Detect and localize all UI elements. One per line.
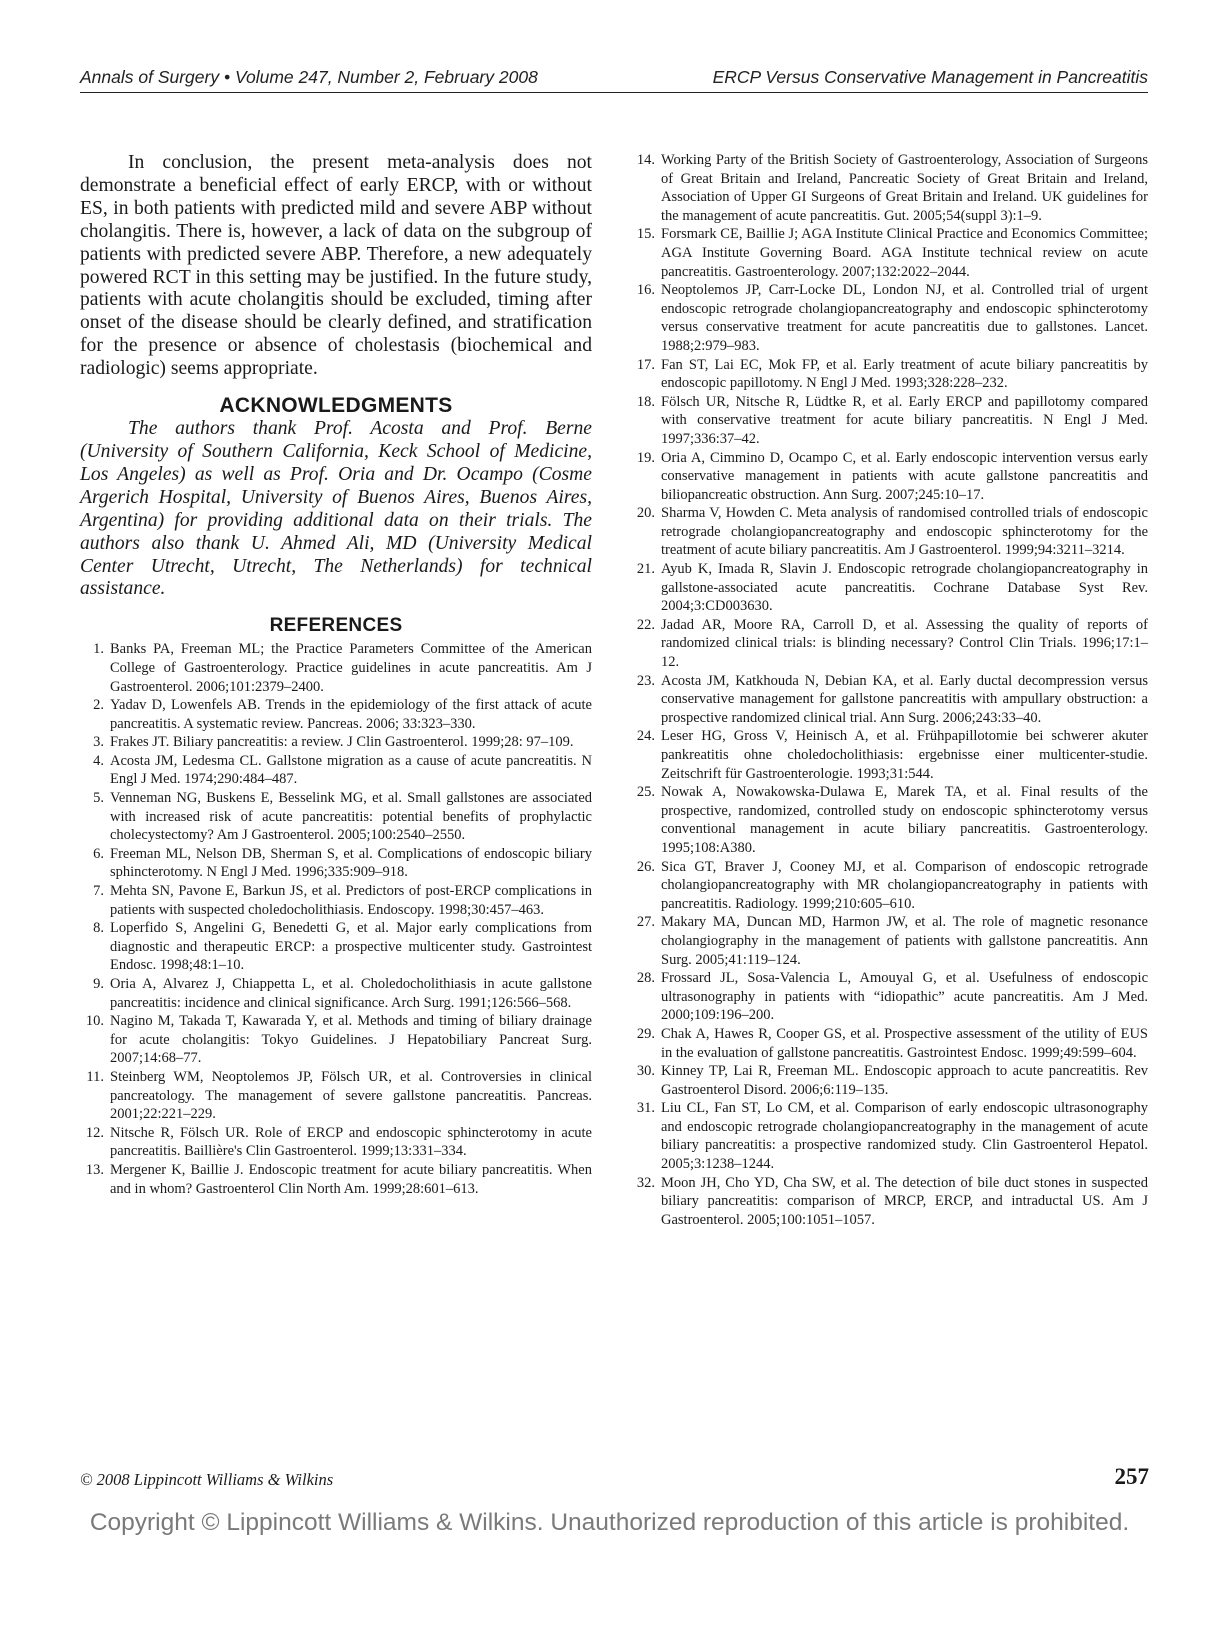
reference-item [633,560,1148,616]
reference-text: Loperfido S, Angelini G, Benedetti G, et al. Major early complications from diagnostic and therapeutic ERCP: a prospective multicenter study. Gastrointest Endosc. 1998;48:1–10. [110,920,592,974]
reference-item [633,393,1148,449]
reference-item [633,1062,1148,1099]
reference-number: 26. [636,858,655,875]
reference-number: 6. [93,845,104,862]
reference-item [633,858,1148,914]
reference-item [80,919,592,975]
reference-text: Frossard JL, Sosa-Valencia L, Amouyal G, et al. Usefulness of endoscopic ultrasonography in patients with “idiopathic” acute pancreatitis. Am J Med. 2000;109:196–200. [661,970,1148,1024]
reference-text: Frakes JT. Biliary pancreatitis: a review. J Clin Gastroenterol. 1999;28: 97–109. [110,734,574,751]
reference-text: Forsmark CE, Baillie J; AGA Institute Clinical Practice and Economics Committee; AGA Institute Governing Board. AGA Institute technical review on acute pancreatitis. Gastroenterology. 2007;132:2022–2044. [661,226,1148,280]
reference-number: 31. [636,1100,655,1117]
reference-number: 28. [636,970,655,987]
reference-item [633,225,1148,281]
reference-number: 22. [636,616,655,633]
reference-number: 15. [636,226,655,243]
references-heading: REFERENCES [269,615,403,637]
reference-number: 4. [93,752,104,769]
reference-item [633,616,1148,672]
reference-text: Chak A, Hawes R, Cooper GS, et al. Prospective assessment of the utility of EUS in the evaluation of gallstone pancreatitis. Gastrointest Endosc. 1999;49:599–604. [661,1025,1148,1061]
reference-item [80,975,592,1012]
reference-number: 12. [85,1124,104,1141]
reference-text: Fan ST, Lai EC, Mok FP, et al. Early treatment of acute biliary pancreatitis by endoscopic papillotomy. N Engl J Med. 1993;328:228–232. [661,356,1148,392]
reference-text: Acosta JM, Katkhouda N, Debian KA, et al. Early ductal decompression versus conservative management for gallstone pancreatitis with ampullary obstruction: a prospective randomized clinical trial. Ann Surg. 2006;243:33–40. [661,672,1148,726]
article-short-title: ERCP Versus Conservative Management in Pancreatitis [712,67,1148,87]
reference-text: Mehta SN, Pavone E, Barkun JS, et al. Predictors of post-ERCP complications in patients with suspected choledocholithiasis. Endoscopy. 1998;30:457–463. [110,883,592,918]
reference-number: 32. [636,1174,655,1191]
reference-text: Working Party of the British Society of Gastroenterology, Association of Surgeons of Great Britain and Ireland, Pancreatic Society of Great Britain and Ireland, Association of Upper GI Surgeons of Great Britain and Ireland. UK guidelines for the management of acute pancreatitis. Gut. 2005;54(suppl 3):1–9. [661,152,1148,224]
reference-number: 21. [636,561,655,578]
reference-text: Kinney TP, Lai R, Freeman ML. Endoscopic approach to acute pancreatitis. Rev Gastroenterol Disord. 2006;6:119–135. [661,1063,1148,1098]
reference-item [80,1124,592,1161]
reference-text: Leser HG, Gross V, Heinisch A, et al. Frühpapillotomie bei schwerer akuter pankreatitis ohne choledocholithiasis: ergebnisse einer multicenter-studie. Zeitschrift für Gastroenterologie. 1993;31:544. [661,728,1148,782]
reference-item [633,969,1148,1025]
reference-item [80,1161,592,1198]
reference-text: Nitsche R, Fölsch UR. Role of ERCP and endoscopic sphincterotomy in acute pancreatitis. Baillière's Clin Gastroenterol. 1999;13:331–334. [110,1124,592,1160]
reference-text: Moon JH, Cho YD, Cha SW, et al. The detection of bile duct stones in suspected biliary pancreatitis: comparison of MRCP, ERCP, and intraductal US. Am J Gastroenterol. 2005;100:1051–1057. [661,1174,1148,1228]
reference-text: Yadav D, Lowenfels AB. Trends in the epidemiology of the first attack of acute pancreatitis. A systematic review. Pancreas. 2006; 33:323–330. [110,697,592,732]
reference-number: 8. [93,920,104,937]
left-column [80,152,592,1198]
reference-text: Mergener K, Baillie J. Endoscopic treatment for acute biliary pancreatitis. When and in whom? Gastroenterol Clin North Am. 1999;28:601–613. [110,1161,592,1197]
reference-item [80,789,592,845]
reference-number: 25. [636,784,655,801]
reference-number: 14. [636,152,655,168]
reference-item [80,752,592,789]
reference-item [633,1099,1148,1173]
copyright-notice: Copyright © Lippincott Williams & Wilkins. Unauthorized reproduction of this article is prohibited. [89,1509,1130,1536]
reference-item [80,845,592,882]
reference-text: Ayub K, Imada R, Slavin J. Endoscopic retrograde cholangiopancreatography in gallstone-associated acute pancreatitis. Cochrane Database Syst Rev. 2004;3:CD003630. [661,561,1148,615]
reference-item [633,356,1148,393]
reference-number: 16. [636,282,655,299]
reference-text: Liu CL, Fan ST, Lo CM, et al. Comparison of early endoscopic ultrasonography and endoscopic retrograde cholangiopancreatography in the management of acute biliary pancreatitis: a prospective randomized study. Clin Gastroenterol Hepatol. 2005;3:1238–1244. [661,1100,1148,1173]
reference-text: Jadad AR, Moore RA, Carroll D, et al. Assessing the quality of reports of randomized clinical trials: is blinding necessary? Control Clin Trials. 1996;17:1–12. [661,616,1148,671]
reference-number: 24. [636,728,655,745]
reference-number: 19. [636,449,655,466]
reference-text: Sica GT, Braver J, Cooney MJ, et al. Comparison of endoscopic retrograde cholangiopancreatography with MR cholangiopancreatography in patients with pancreatitis. Radiology. 1999;210:605–610. [661,858,1148,912]
reference-number: 9. [93,976,104,992]
reference-number: 17. [636,356,655,373]
reference-item [633,449,1148,505]
reference-item [633,913,1148,969]
reference-item [633,727,1148,783]
page-number: 257 [1114,1464,1149,1489]
reference-text: Banks PA, Freeman ML; the Practice Parameters Committee of the American College of Gastroenterology. Practice guidelines in acute pancreatitis. Am J Gastroenterol. 2006;101:2379–2400. [110,641,592,695]
conclusion-paragraph: In conclusion, the present meta-analysis does not demonstrate a beneficial effect of early ERCP, with or without ES, in both patients with predicted mild and severe ABP without cholangitis. There is, however, a lack of data on the subgroup of patients with predicted severe ABP. Therefore, a new adequately powered RCT in this setting may be justified. In the future study, patients with acute cholangitis should be excluded, timing after onset of the disease should be clearly defined, and stratification for the presence or absence of cholestasis (biochemical and radiologic) seems appropriate. [80,152,592,380]
reference-list-right [633,151,1148,1229]
reference-item [80,640,592,696]
reference-number: 13. [85,1161,104,1178]
reference-text: Oria A, Cimmino D, Ocampo C, et al. Early endoscopic intervention versus early conservative management in patients with acute gallstone pancreatitis and biliopancreatic obstruction. Ann Surg. 2007;245:10–17. [661,449,1148,503]
reference-number: 2. [93,697,104,714]
reference-item [633,504,1148,560]
reference-item [80,696,592,733]
reference-number: 1. [93,641,104,658]
reference-item [80,882,592,919]
reference-text: Fölsch UR, Nitsche R, Lüdtke R, et al. Early ERCP and papillotomy compared with conservative treatment for acute biliary pancreatitis. N Engl J Med. 1997;336:37–42. [661,393,1148,447]
reference-number: 18. [636,393,655,410]
reference-item [633,672,1148,728]
reference-number: 27. [636,914,655,931]
reference-number: 23. [636,672,655,689]
reference-item [633,783,1148,857]
reference-number: 29. [636,1025,655,1042]
reference-text: Sharma V, Howden C. Meta analysis of randomised controlled trials of endoscopic retrograde cholangiopancreatography and endoscopic sphincterotomy for the treatment of acute biliary pancreatitis. Am J Gastroenterol. 1999;94:3211–3214. [661,505,1148,559]
reference-text: Oria A, Alvarez J, Chiappetta L, et al. Choledocholithiasis in acute gallstone pancreatitis: incidence and clinical significance. Arch Surg. 1991;126:566–568. [110,976,592,1011]
reference-text: Nagino M, Takada T, Kawarada Y, et al. Methods and timing of biliary drainage for acute cholangitis: Tokyo Guidelines. J Hepatobiliary Pancreat Surg. 2007;14:68–77. [110,1013,592,1067]
reference-text: Venneman NG, Buskens E, Besselink MG, et al. Small gallstones are associated with increased risk of acute pancreatitis: potential benefits of prophylactic cholecystectomy? Am J Gastroenterol. 2005;100:2540–2550. [110,790,592,844]
reference-item [633,1174,1148,1230]
acknowledgments-paragraph: The authors thank Prof. Acosta and Prof. Berne (University of Southern California, Keck School of Medicine, Los Angeles) as well as Prof. Oria and Dr. Ocampo (Cosme Argerich Hospital, University of Buenos Aires, Buenos Aires, Argentina) for providing additional data on their trials. The authors also thank U. Ahmed Ali, MD (University Medical Center Utrecht, Utrecht, The Netherlands) for technical assistance. [80,418,592,600]
reference-number: 3. [93,734,104,751]
journal-citation: Annals of Surgery • Volume 247, Number 2, February 2008 [80,67,538,87]
reference-text: Acosta JM, Ledesma CL. Gallstone migration as a cause of acute pancreatitis. N Engl J Med. 1974;290:484–487. [110,752,592,788]
reference-item [633,281,1148,355]
reference-number: 20. [636,505,655,522]
reference-text: Steinberg WM, Neoptolemos JP, Fölsch UR, et al. Controversies in clinical pancreatology. The management of severe gallstone pancreatitis. Pancreas. 2001;22:221–229. [110,1068,592,1123]
reference-list-left [80,640,592,1198]
reference-item [80,1012,592,1068]
running-head [80,66,1148,93]
reference-item [633,151,1148,225]
reference-item [80,733,592,752]
acknowledgments-heading: ACKNOWLEDGMENTS [219,394,453,418]
reference-text: Nowak A, Nowakowska-Dulawa E, Marek TA, et al. Final results of the prospective, randomized, controlled study on endoscopic sphincterotomy versus conventional management in acute biliary pancreatitis. Gastroenterology. 1995;108:A380. [661,784,1148,856]
reference-item [80,1068,592,1124]
right-column [633,151,1148,1229]
footer-publisher: © 2008 Lippincott Williams & Wilkins [80,1470,334,1489]
reference-number: 10. [85,1013,104,1030]
reference-number: 7. [93,883,104,900]
reference-text: Makary MA, Duncan MD, Harmon JW, et al. The role of magnetic resonance cholangiography in the management of patients with gallstone pancreatitis. Ann Surg. 2005;41:119–124. [661,914,1148,968]
reference-text: Neoptolemos JP, Carr-Locke DL, London NJ, et al. Controlled trial of urgent endoscopic retrograde cholangiopancreatography and endoscopic sphincterotomy versus conservative treatment for acute pancreatitis due to gallstones. Lancet. 1988;2:979–983. [661,282,1148,354]
reference-item [633,1025,1148,1062]
reference-number: 30. [636,1063,655,1080]
reference-number: 5. [93,790,104,807]
reference-text: Freeman ML, Nelson DB, Sherman S, et al. Complications of endoscopic biliary sphincterotomy. N Engl J Med. 1996;335:909–918. [110,845,592,881]
reference-number: 11. [86,1068,104,1085]
